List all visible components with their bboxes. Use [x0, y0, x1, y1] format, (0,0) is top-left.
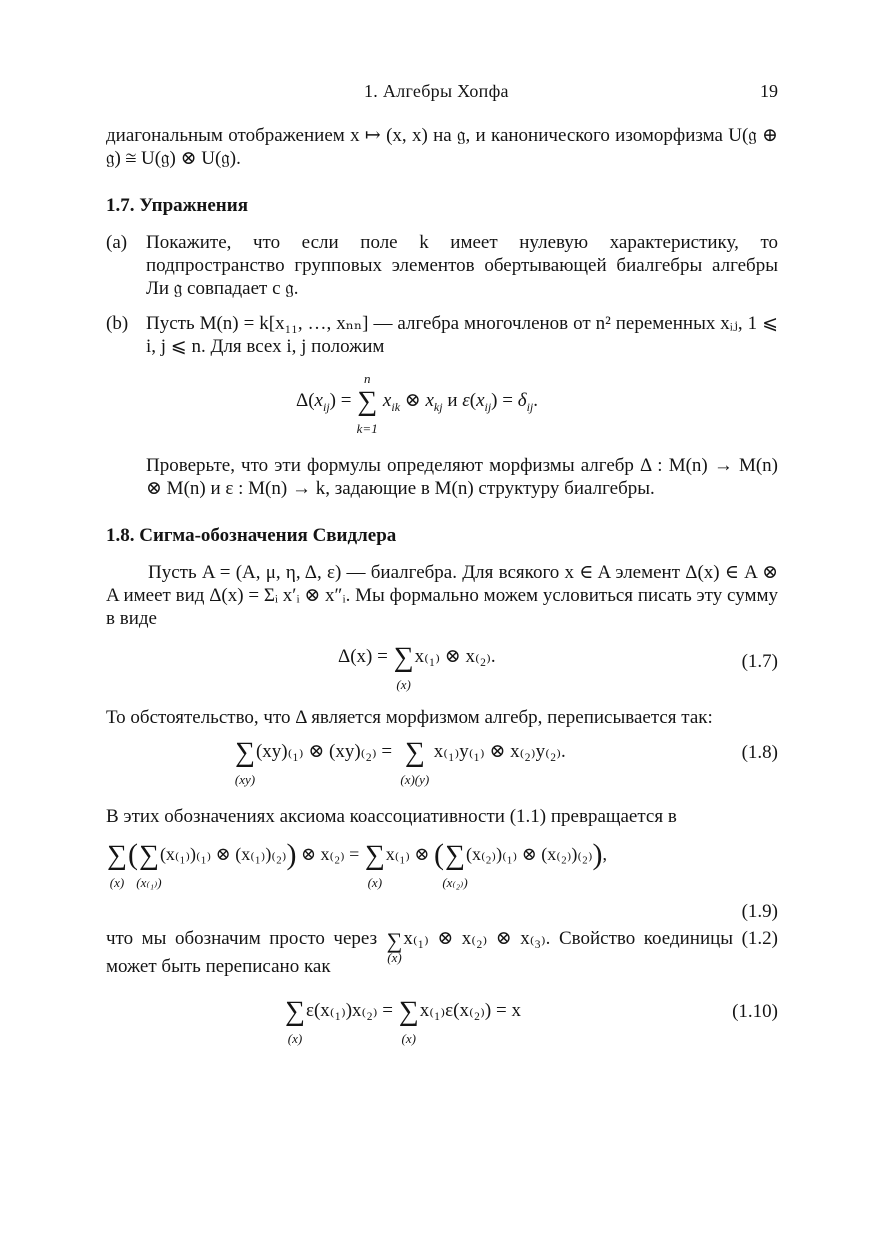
eq110-part2: x₍₁₎ε(x₍₂₎) = x — [419, 1000, 521, 1021]
sweedler-paragraph-1: Пусть A = (A, μ, η, Δ, ε) — биалгебра. Для всякого x ∈ A элемент Δ(x) ∈ A ⊗ A имеет вид Δ(x) = Σᵢ x′ᵢ ⊗ x″ᵢ. Мы формально можем условиться писать эту сумму в виде — [106, 562, 778, 629]
sum-subscript: (x₍₁₎) — [136, 875, 162, 890]
eq19-comma: , — [602, 844, 607, 864]
running-head — [106, 80, 778, 106]
equation-1-9 — [106, 838, 778, 894]
page-number: 19 — [760, 81, 778, 101]
exercise-b-formula — [146, 371, 778, 448]
sum-symbol: ∑ (x) — [285, 998, 305, 1026]
page — [106, 80, 778, 1064]
intro-paragraph: диагональным отображением x ↦ (x, x) на 𝔤, и канонического изоморфизма U(𝔤 ⊕ 𝔤) ≅ U(𝔤) ⊗ U(𝔤). — [106, 125, 778, 169]
equation-tag-1-9: (1.9) — [741, 901, 778, 922]
p4-after: x₍₁₎ ⊗ x₍₂₎ ⊗ x₍₃₎. Свойство коединицы (1.2) может быть переписано как — [106, 928, 778, 977]
sum-subscript: (x) — [367, 875, 383, 890]
exercise-a-label: (a) — [106, 232, 128, 253]
sum-symbol: ∑ (x₍₁₎) — [139, 842, 159, 870]
eq19-left2: x₍₁₎ ⊗ — [385, 844, 434, 864]
section-1-7-title: 1.7. Упражнения — [106, 195, 248, 216]
left-paren: ( — [434, 838, 444, 871]
eq19-inner1: (x₍₁₎)₍₁₎ ⊗ (x₍₁₎)₍₂₎ — [159, 844, 287, 864]
p4-before: что мы обозначим просто через — [106, 928, 386, 949]
equation-1-10 — [106, 994, 778, 1058]
sum-subscript: (x)(y) — [400, 772, 430, 787]
sum-subscript: (x) — [109, 875, 125, 890]
sum-subscript: (x) — [387, 950, 402, 965]
exercise-b-after: Проверьте, что эти формулы определяют морфизмы алгебр Δ : M(n) → M(n) ⊗ M(n) и ε : M(n) → k, задающие в M(n) структуру биалгебры. — [146, 455, 778, 499]
sweedler-paragraph-3: В этих обозначениях аксиома коассоциативности (1.1) превращается в — [106, 806, 677, 827]
exercise-b-formula-text: $\Delta(x_{ij})$ = ∑ n k=1 $x_{ik}$ ⊗ $x_{kj}$ и $\varepsilon(x_{ij}) = \delta_{ij}$. — [296, 371, 538, 436]
eq19-inner2: (x₍₂₎)₍₁₎ ⊗ (x₍₂₎)₍₂₎ — [465, 844, 593, 864]
sum-symbol: ∑ (x) — [365, 842, 385, 870]
exercise-a — [106, 231, 778, 300]
exercise-b — [106, 312, 778, 500]
eq18-part2: x₍₁₎y₍₁₎ ⊗ x₍₂₎y₍₂₎. — [433, 741, 566, 762]
exercise-b-label: (b) — [106, 313, 129, 334]
sum-subscript: (x) — [396, 677, 411, 692]
equation-tag-1-7: (1.7) — [741, 651, 778, 672]
exercise-b-text: Пусть M(n) = k[x₁₁, …, xₙₙ] — алгебра многочленов от n² переменных xᵢⱼ, 1 ⩽ i, j ⩽ n. Для всех i, j положим — [146, 313, 778, 357]
eq17-lhs: Δ(x) = — [338, 646, 393, 667]
sum-lower-limit: k=1 — [356, 421, 378, 436]
eq19-mid: ⊗ x₍₂₎ = — [296, 844, 364, 864]
left-paren: ( — [127, 838, 138, 871]
sum-subscript: (xy) — [234, 772, 256, 787]
sum-subscript: (x₍₂₎) — [442, 875, 468, 890]
chapter-title: 1. Алгебры Хопфа — [364, 81, 509, 101]
equation-1-8 — [106, 735, 778, 799]
sum-symbol: ∑ (xy) — [235, 739, 255, 767]
eq18-part1: (xy)₍₁₎ ⊗ (xy)₍₂₎ = — [255, 741, 397, 762]
sum-subscript: (x) — [287, 1031, 303, 1046]
sum-symbol: ∑ (x) — [394, 644, 414, 672]
sweedler-paragraph-4 — [106, 927, 778, 978]
sum-symbol: ∑ (x) — [387, 927, 403, 955]
eq17-rhs: x₍₁₎ ⊗ x₍₂₎. — [414, 646, 496, 667]
equation-1-7 — [106, 636, 778, 700]
section-1-8-title: 1.8. Сигма-обозначения Свидлера — [106, 525, 397, 546]
eq110-part1: ε(x₍₁₎)x₍₂₎ = — [305, 1000, 398, 1021]
sweedler-paragraph-2: То обстоятельство, что Δ является морфизмом алгебр, переписывается так: — [106, 707, 713, 728]
sum-symbol: ∑ (x) — [399, 998, 419, 1026]
sum-upper-limit: n — [363, 371, 371, 386]
sum-symbol: ∑ (x)(y) — [400, 737, 430, 787]
equation-tag-1-8: (1.8) — [741, 742, 778, 763]
sum-symbol: ∑ (x) — [107, 842, 127, 870]
equation-tag-1-10: (1.10) — [732, 1001, 778, 1022]
right-paren: ) — [592, 838, 603, 871]
exercise-a-text: Покажите, что если поле k имеет нулевую характеристику, то подпространство групповых элементов обертывающей биалгебры алгебры Ли 𝔤 совпадает с 𝔤. — [146, 232, 778, 299]
sum-subscript: (x) — [401, 1031, 416, 1046]
right-paren: ) — [286, 838, 297, 871]
sum-symbol: ∑ (x₍₂₎) — [445, 842, 465, 870]
